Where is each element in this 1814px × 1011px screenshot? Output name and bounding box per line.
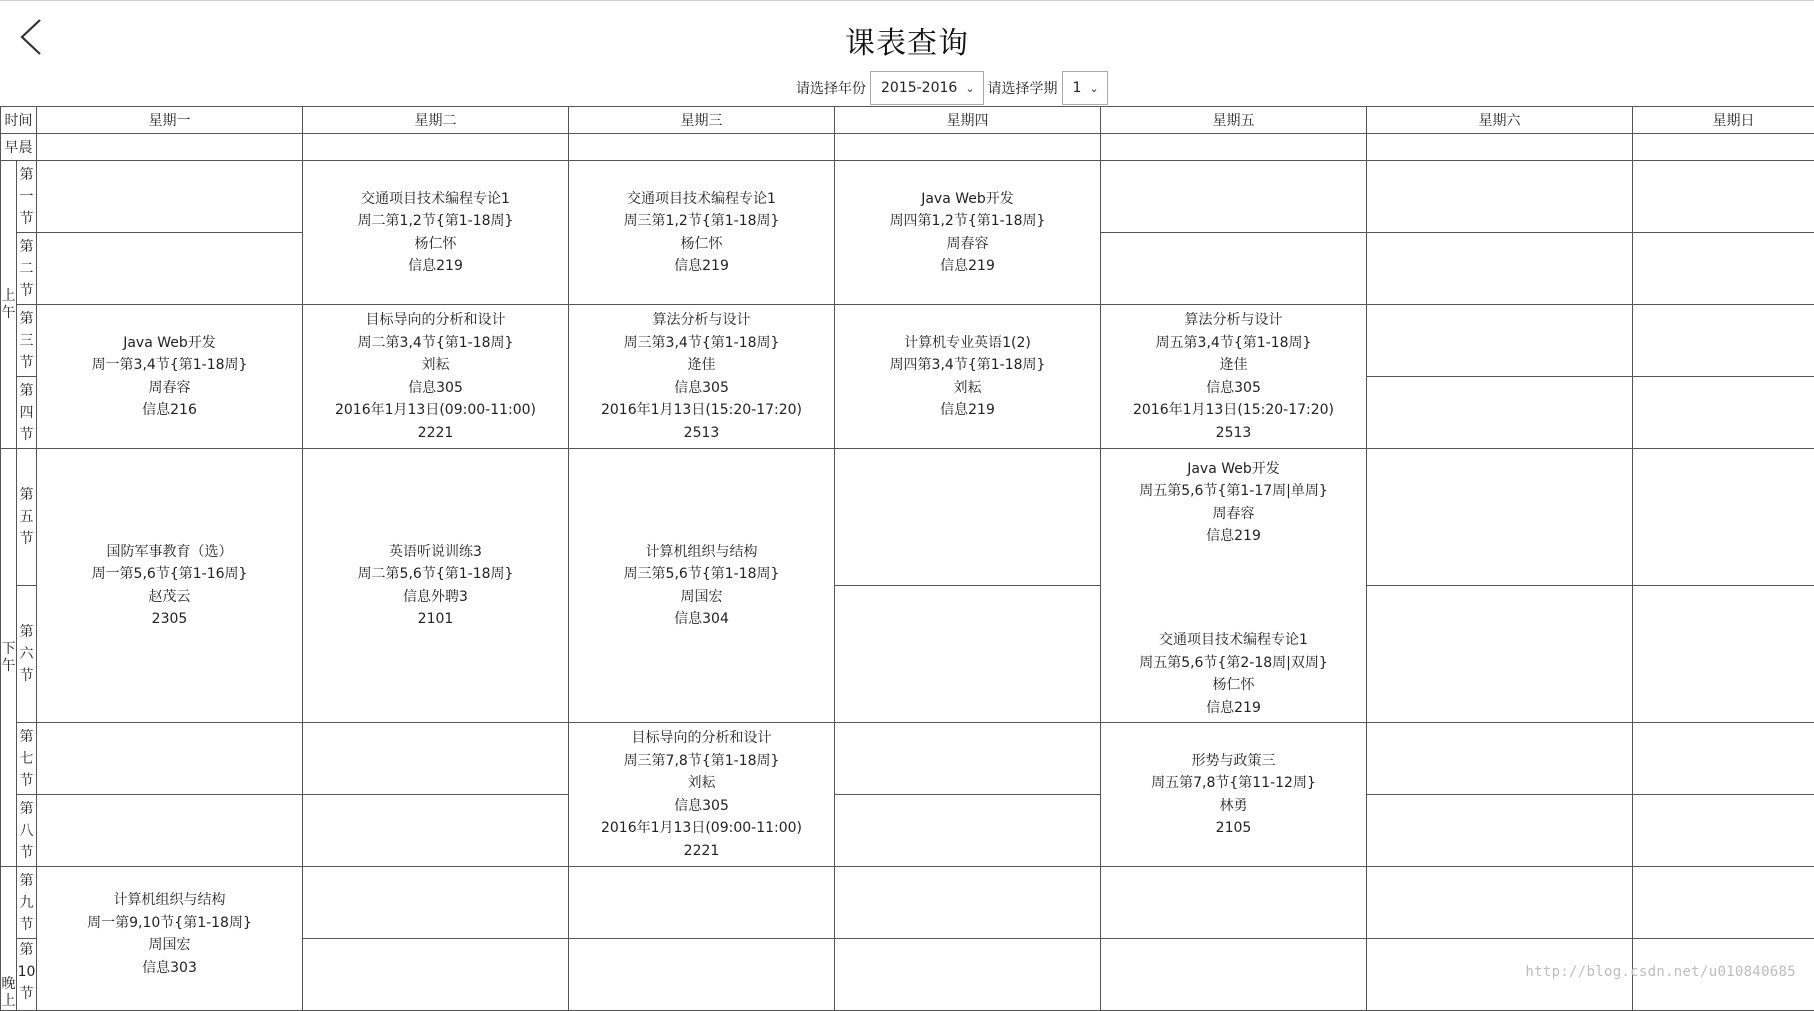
course-name: 交通项目技术编程专论1	[1139, 629, 1328, 652]
course-teacher: 刘耘	[303, 354, 568, 377]
col-header-day: 星期日	[1633, 107, 1814, 134]
empty-cell	[1633, 134, 1814, 161]
empty-cell	[1367, 449, 1633, 586]
empty-cell	[1633, 449, 1814, 586]
empty-cell	[835, 723, 1101, 795]
empty-cell	[37, 134, 303, 161]
empty-cell	[1101, 939, 1367, 1011]
label-char: 午	[1, 305, 16, 322]
col-header-day: 星期四	[835, 107, 1101, 134]
empty-cell	[1101, 161, 1367, 233]
section-pm	[1, 449, 17, 867]
label-char: 第	[17, 798, 36, 820]
course-time: 周一第5,6节{第1-16周}	[37, 563, 302, 586]
empty-cell	[1633, 233, 1814, 305]
label-char: 第	[17, 621, 36, 643]
filter-bar	[796, 70, 1112, 106]
chevron-down-icon: ⌄	[1089, 82, 1098, 95]
year-label: 请选择年份	[796, 78, 866, 98]
empty-cell	[1367, 795, 1633, 867]
course-time: 周二第1,2节{第1-18周}	[303, 210, 568, 233]
empty-cell	[303, 939, 569, 1011]
empty-cell	[1633, 305, 1814, 377]
course-name: 形势与政策三	[1101, 750, 1366, 773]
course-time: 周五第3,4节{第1-18周}	[1101, 332, 1366, 355]
course-teacher: 周春容	[1139, 503, 1328, 526]
empty-cell	[1367, 723, 1633, 795]
label-char: 第	[17, 484, 36, 506]
course-time: 周四第3,4节{第1-18周}	[835, 354, 1100, 377]
col-header-day: 星期五	[1101, 107, 1367, 134]
label-char: 节	[17, 208, 36, 230]
empty-cell	[303, 867, 569, 939]
label-char: 午	[1, 658, 16, 675]
label-char: 五	[17, 506, 36, 528]
course-room: 信息305	[569, 377, 834, 400]
col-header-day: 星期一	[37, 107, 303, 134]
label-char: 节	[17, 983, 36, 1005]
course-cell[interactable]	[835, 161, 1101, 305]
course-teacher: 刘耘	[569, 772, 834, 795]
label-char: 七	[17, 748, 36, 770]
label-char: 第	[17, 164, 36, 186]
empty-cell	[1101, 867, 1367, 939]
course-cell[interactable]	[1139, 458, 1328, 548]
empty-cell	[1633, 161, 1814, 233]
exam-time: 2016年1月13日(09:00-11:00)	[303, 399, 568, 422]
empty-cell	[303, 134, 569, 161]
empty-cell	[1367, 161, 1633, 233]
course-name: 交通项目技术编程专论1	[569, 188, 834, 211]
course-teacher: 周国宏	[37, 934, 302, 957]
course-time: 周五第7,8节{第11-12周}	[1101, 772, 1366, 795]
course-time: 周三第1,2节{第1-18周}	[569, 210, 834, 233]
course-cell[interactable]	[303, 161, 569, 305]
course-room: 信息305	[1101, 377, 1366, 400]
course-name: Java Web开发	[37, 332, 302, 355]
course-time: 周一第3,4节{第1-18周}	[37, 354, 302, 377]
course-name: 英语听说训练3	[303, 541, 568, 564]
label-char: 第	[17, 870, 36, 892]
course-cell[interactable]	[37, 867, 303, 1011]
course-time: 周三第5,6节{第1-18周}	[569, 563, 834, 586]
course-cell[interactable]	[303, 305, 569, 449]
course-teacher: 逄佳	[569, 354, 834, 377]
exam-room: 2221	[303, 422, 568, 445]
page-title: 课表查询	[0, 18, 1814, 62]
empty-cell	[37, 233, 303, 305]
course-cell-split	[1101, 449, 1367, 723]
empty-cell	[37, 161, 303, 233]
course-room: 信息219	[303, 255, 568, 278]
label-char: 节	[17, 528, 36, 550]
label-char: 三	[17, 330, 36, 352]
course-room: 信息303	[37, 957, 302, 980]
empty-cell	[1633, 795, 1814, 867]
label-char: 六	[17, 643, 36, 665]
course-teacher: 杨仁怀	[303, 233, 568, 256]
slot-label	[17, 233, 37, 305]
label-char: 节	[17, 665, 36, 687]
empty-cell	[569, 867, 835, 939]
label-char: 节	[17, 352, 36, 374]
course-time: 周一第9,10节{第1-18周}	[37, 912, 302, 935]
label-char: 第	[17, 380, 36, 402]
term-value: 1	[1073, 80, 1082, 96]
course-name: 国防军事教育（选）	[37, 541, 302, 564]
empty-cell	[1367, 305, 1633, 377]
label-char: 节	[17, 770, 36, 792]
course-room: 信息219	[835, 255, 1100, 278]
label-char: 第	[17, 726, 36, 748]
empty-cell	[835, 939, 1101, 1011]
label-char: 上	[1, 288, 16, 305]
empty-cell	[835, 134, 1101, 161]
label-char: 节	[17, 424, 36, 446]
empty-cell	[1633, 723, 1814, 795]
course-room: 2305	[37, 608, 302, 631]
slot-label	[17, 305, 37, 377]
label-char: 10	[17, 961, 36, 983]
course-name: 算法分析与设计	[569, 309, 834, 332]
empty-cell	[1367, 233, 1633, 305]
exam-time: 2016年1月13日(15:20-17:20)	[1101, 399, 1366, 422]
course-name: 目标导向的分析和设计	[303, 309, 568, 332]
empty-cell	[1633, 586, 1814, 723]
term-select[interactable]	[1062, 71, 1108, 105]
course-teacher: 林勇	[1101, 795, 1366, 818]
empty-cell	[1101, 134, 1367, 161]
course-room: 2101	[303, 608, 568, 631]
empty-cell	[569, 939, 835, 1011]
empty-cell	[835, 795, 1101, 867]
label-char: 第	[17, 308, 36, 330]
course-name: 算法分析与设计	[1101, 309, 1366, 332]
empty-cell	[569, 134, 835, 161]
course-teacher: 赵茂云	[37, 586, 302, 609]
empty-cell	[37, 723, 303, 795]
course-room: 信息219	[569, 255, 834, 278]
label-char: 第	[17, 939, 36, 961]
empty-cell	[303, 723, 569, 795]
course-name: 计算机组织与结构	[569, 541, 834, 564]
course-time: 周四第1,2节{第1-18周}	[835, 210, 1100, 233]
course-time: 周五第5,6节{第2-18周|双周}	[1139, 652, 1328, 675]
course-cell[interactable]	[37, 305, 303, 449]
course-name: 目标导向的分析和设计	[569, 727, 834, 750]
slot-label	[17, 867, 37, 939]
slot-label	[17, 795, 37, 867]
course-teacher: 杨仁怀	[1139, 674, 1328, 697]
label-char: 第	[17, 236, 36, 258]
slot-label	[17, 939, 37, 1011]
row-header-morning: 早晨	[1, 134, 37, 161]
chevron-down-icon: ⌄	[965, 82, 974, 95]
label-char: 八	[17, 820, 36, 842]
top-divider	[0, 0, 1814, 1]
exam-room: 2221	[569, 840, 834, 863]
course-teacher: 周春容	[835, 233, 1100, 256]
course-cell[interactable]	[37, 449, 303, 723]
exam-room: 2513	[1101, 422, 1366, 445]
empty-cell	[1367, 586, 1633, 723]
course-room: 信息219	[1139, 525, 1328, 548]
course-cell[interactable]	[569, 161, 835, 305]
exam-time: 2016年1月13日(15:20-17:20)	[569, 399, 834, 422]
course-teacher: 逄佳	[1101, 354, 1366, 377]
course-room: 信息216	[37, 399, 302, 422]
course-cell[interactable]	[569, 449, 835, 723]
label-char: 四	[17, 402, 36, 424]
section-am	[1, 161, 17, 449]
col-header-time: 时间	[1, 107, 37, 134]
col-header-day: 星期六	[1367, 107, 1633, 134]
course-time: 周三第3,4节{第1-18周}	[569, 332, 834, 355]
course-cell[interactable]	[569, 723, 835, 867]
col-header-day: 星期三	[569, 107, 835, 134]
course-cell[interactable]	[569, 305, 835, 449]
course-room: 信息305	[303, 377, 568, 400]
label-char: 晚	[1, 976, 16, 993]
watermark: http://blog.csdn.net/u010840685	[1525, 964, 1796, 980]
section-eve	[1, 867, 17, 1011]
empty-cell	[1633, 377, 1814, 449]
course-teacher: 刘耘	[835, 377, 1100, 400]
empty-cell	[1367, 134, 1633, 161]
course-room: 信息219	[1139, 697, 1328, 720]
course-cell[interactable]	[1101, 723, 1367, 867]
timetable	[0, 106, 1814, 1011]
empty-cell	[835, 449, 1101, 586]
empty-cell	[303, 795, 569, 867]
course-room: 2105	[1101, 817, 1366, 840]
col-header-day: 星期二	[303, 107, 569, 134]
course-name: 交通项目技术编程专论1	[303, 188, 568, 211]
course-room: 信息219	[835, 399, 1100, 422]
label-char: 九	[17, 892, 36, 914]
slot-label	[17, 586, 37, 723]
course-name: 计算机专业英语1(2)	[835, 332, 1100, 355]
course-teacher: 周国宏	[569, 586, 834, 609]
course-teacher: 周春容	[37, 377, 302, 400]
label-char: 上	[1, 993, 16, 1010]
slot-label	[17, 449, 37, 586]
course-cell[interactable]	[1139, 629, 1328, 719]
empty-cell	[1367, 377, 1633, 449]
label-char: 一	[17, 186, 36, 208]
course-time: 周五第5,6节{第1-17周|单周}	[1139, 480, 1328, 503]
course-teacher: 杨仁怀	[569, 233, 834, 256]
empty-cell	[37, 795, 303, 867]
course-time: 周二第5,6节{第1-18周}	[303, 563, 568, 586]
exam-room: 2513	[569, 422, 834, 445]
exam-time: 2016年1月13日(09:00-11:00)	[569, 817, 834, 840]
label-char: 节	[17, 914, 36, 936]
course-cell[interactable]	[835, 305, 1101, 449]
term-label: 请选择学期	[988, 78, 1058, 98]
slot-label	[17, 161, 37, 233]
label-char: 节	[17, 842, 36, 864]
course-name: 计算机组织与结构	[37, 889, 302, 912]
course-cell[interactable]	[303, 449, 569, 723]
label-char: 二	[17, 258, 36, 280]
year-select[interactable]	[870, 71, 984, 105]
course-room: 信息304	[569, 608, 834, 631]
course-name: Java Web开发	[1139, 458, 1328, 481]
year-value: 2015-2016	[881, 80, 957, 96]
empty-cell	[835, 586, 1101, 723]
course-time: 周二第3,4节{第1-18周}	[303, 332, 568, 355]
course-teacher: 信息外聘3	[303, 586, 568, 609]
slot-label	[17, 723, 37, 795]
empty-cell	[1633, 867, 1814, 939]
course-time: 周三第7,8节{第1-18周}	[569, 750, 834, 773]
course-name: Java Web开发	[835, 188, 1100, 211]
empty-cell	[835, 867, 1101, 939]
course-room: 信息305	[569, 795, 834, 818]
label-char: 下	[1, 641, 16, 658]
empty-cell	[1367, 867, 1633, 939]
slot-label	[17, 377, 37, 449]
label-char: 节	[17, 280, 36, 302]
empty-cell	[1101, 233, 1367, 305]
course-cell[interactable]	[1101, 305, 1367, 449]
